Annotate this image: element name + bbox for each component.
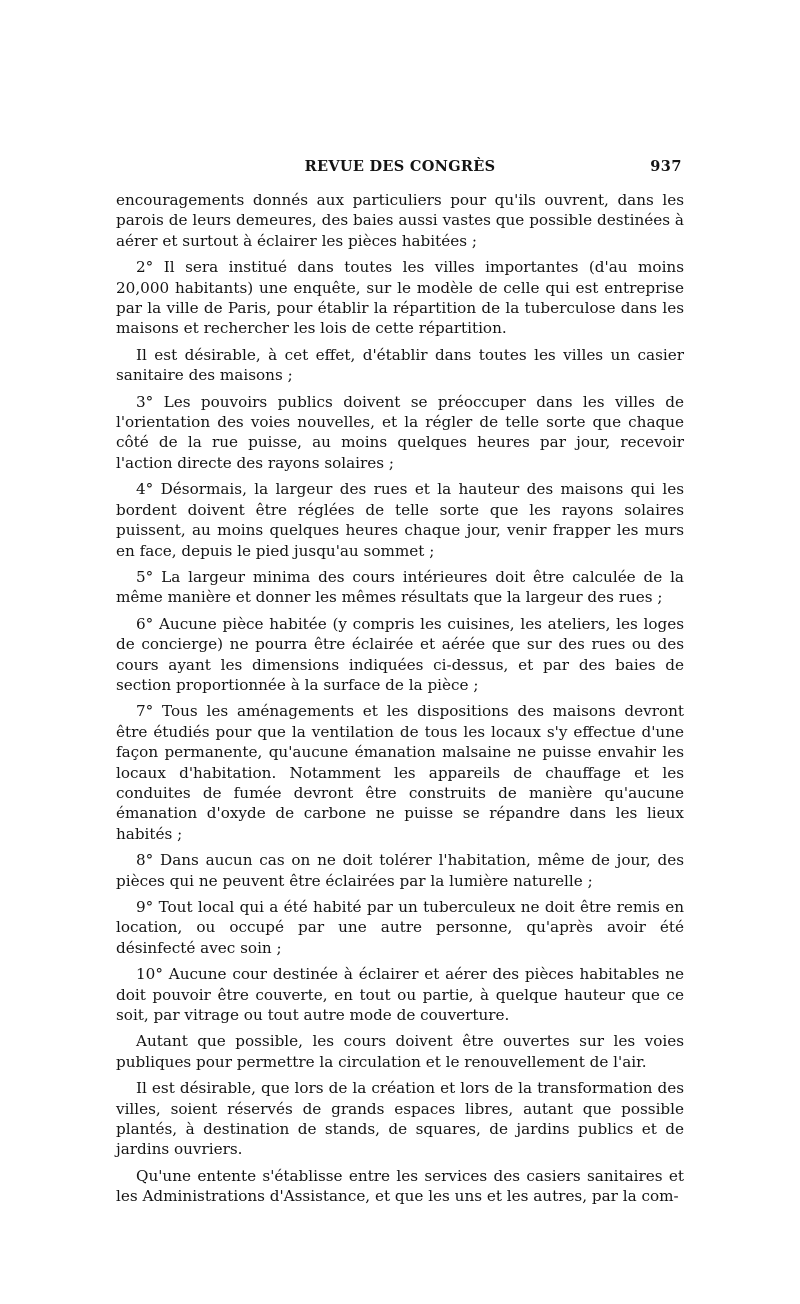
paragraph-item-7: 7° Tous les aménagements et les dispositions des maisons devront être étudiés pour que la ventilation de tous les locaux s'y effectue d'une façon permanente, qu'aucune émanation malsaine ne puisse envahir les locaux d'habitation. Notamment les appareils de chauffage et les conduites de fumée devront être construits de manière qu'aucune émanation d'oxyde de carbone ne puisse se répandre dans les lieux habités ; bbox=[116, 702, 684, 843]
paragraph-item-10: 10° Aucune cour destinée à éclairer et aérer des pièces habitables ne doit pouvoir être couverte, en tout ou partie, à quelque hauteur que ce soit, par vitrage ou tout autre mode de couverture. bbox=[116, 965, 684, 1025]
document-page bbox=[116, 158, 684, 1213]
page-number: 937 bbox=[650, 158, 682, 175]
paragraph-cours-ouvertes: Autant que possible, les cours doivent être ouvertes sur les voies publiques pour permettre la circulation et le renouvellement de l'air. bbox=[116, 1032, 684, 1071]
paragraph-item-4: 4° Désormais, la largeur des rues et la hauteur des maisons qui les bordent doivent être réglées de telle sorte que les rayons solaires puissent, au moins quelques heures chaque jour, venir frapper les murs en face, depuis le pied jusqu'au sommet ; bbox=[116, 480, 684, 560]
running-header bbox=[116, 158, 684, 180]
running-title: REVUE DES CONGRÈS bbox=[304, 158, 496, 175]
paragraph-entente: Qu'une entente s'établisse entre les services des casiers sanitaires et les Administrations d'Assistance, et que les uns et les autres, par la com- bbox=[116, 1166, 684, 1206]
paragraph-item-8: 8° Dans aucun cas on ne doit tolérer l'habitation, même de jour, des pièces qui ne peuvent être éclairées par la lumière naturelle ; bbox=[116, 851, 684, 890]
paragraph-continuation: encouragements donnés aux particuliers pour qu'ils ouvrent, dans les parois de leurs demeures, des baies aussi vastes que possible destinées à aérer et surtout à éclairer les pièces habitées ; bbox=[116, 191, 684, 250]
paragraph-casier-sanitaire: Il est désirable, à cet effet, d'établir dans toutes les villes un casier sanitaire des maisons ; bbox=[116, 345, 684, 385]
paragraph-espaces-libres: Il est désirable, que lors de la création et lors de la transformation des villes, soient réservés de grands espaces libres, autant que possible plantés, à destination de stands, de squares, de jardins publics et de jardins ouvriers. bbox=[116, 1079, 684, 1159]
paragraph-item-3: 3° Les pouvoirs publics doivent se préoccuper dans les villes de l'orientation des voies nouvelles, et la régler de telle sorte que chaque côté de la rue puisse, au moins quelques heures par jour, recevoir l'action directe des rayons solaires ; bbox=[116, 392, 684, 472]
paragraph-item-6: 6° Aucune pièce habitée (y compris les cuisines, les ateliers, les loges de concierge) ne pourra être éclairée et aérée que sur des rues ou des cours ayant les dimensions indiquées ci-dessus, et par des baies de section proportionnée à la surface de la pièce ; bbox=[116, 614, 684, 694]
paragraph-item-5: 5° La largeur minima des cours intérieures doit être calculée de la même manière et donner les mêmes résultats que la largeur des rues ; bbox=[116, 567, 684, 607]
paragraph-item-2: 2° Il sera institué dans toutes les villes importantes (d'au moins 20,000 habitants) une enquête, sur le modèle de celle qui est entreprise par la ville de Paris, pour établir la répartition de la tuberculose dans les maisons et rechercher les lois de cette répartition. bbox=[116, 258, 684, 338]
paragraph-item-9: 9° Tout local qui a été habité par un tuberculeux ne doit être remis en location, ou occupé par une autre personne, qu'après avoir été désinfecté avec soin ; bbox=[116, 898, 684, 957]
body-text bbox=[116, 190, 684, 1207]
